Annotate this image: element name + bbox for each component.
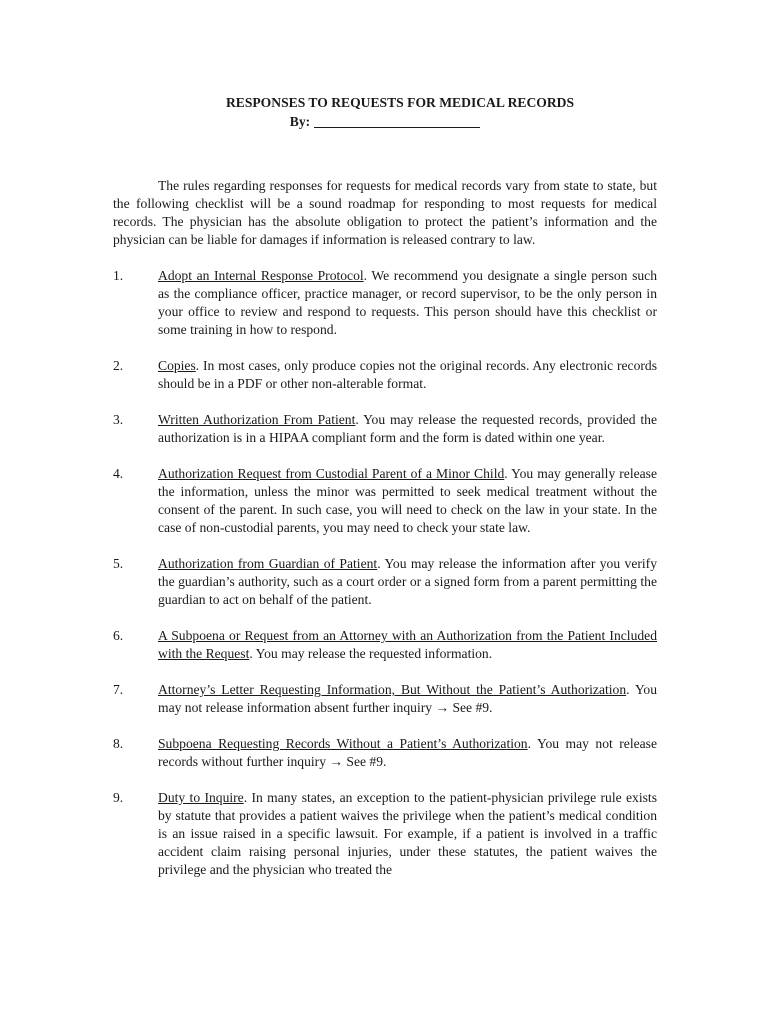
item-body <box>158 267 657 339</box>
item-number: 3. <box>113 412 124 427</box>
item-text: . You may generally release the information, unless the minor was permitted to seek medical treatment without the consent of the parent. In such case, you will need to check on the law in your state. In the case of non-custodial parents, you may need to check your state law. <box>158 466 657 535</box>
item-number: 6. <box>113 628 124 643</box>
item-heading: Adopt an Internal Response Protocol <box>158 268 364 283</box>
item-number: 2. <box>113 358 124 373</box>
item-text: . In many states, an exception to the patient-physician privilege rule exists by statute that provides a patient waives the privilege when the patient’s medical condition is an issue raised in a specific lawsuit. For example, if a patient is involved in a traffic accident claim raising personal injuries, under these statutes, the patient waives the privilege and the physician who treated the <box>158 790 657 877</box>
checklist-item <box>113 627 657 663</box>
item-body <box>158 357 657 393</box>
checklist-item <box>113 357 657 393</box>
item-body <box>158 411 657 447</box>
item-heading: A Subpoena or Request from an Attorney with an Authorization from the Patient Included with the Request <box>158 628 657 661</box>
item-number: 4. <box>113 466 124 481</box>
item-text: . You may not release records without further inquiry → See #9. <box>158 736 657 769</box>
item-number: 9. <box>113 790 124 805</box>
item-heading: Attorney’s Letter Requesting Information, But Without the Patient’s Authorization <box>158 682 627 697</box>
item-body <box>158 555 657 609</box>
document-title: RESPONSES TO REQUESTS FOR MEDICAL RECORDS <box>225 95 575 110</box>
signature-blank <box>314 113 480 128</box>
item-text: . You may release the information after you verify the guardian’s authority, such as a court order or a signed form from a parent permitting the guardian to act on behalf of the patient. <box>158 556 657 607</box>
item-number: 1. <box>113 268 124 283</box>
item-heading: Duty to Inquire <box>158 790 244 805</box>
checklist-item <box>113 555 657 609</box>
item-text: . You may release the requested information. <box>249 646 493 661</box>
item-heading: Written Authorization From Patient <box>158 412 356 427</box>
checklist-item <box>113 465 657 537</box>
checklist <box>113 267 657 879</box>
item-heading: Copies <box>158 358 196 373</box>
checklist-item <box>113 735 657 771</box>
byline <box>113 112 657 132</box>
intro-paragraph: The rules regarding responses for requests for medical records vary from state to state, but the following checklist will be a sound roadmap for responding to most requests for medical records. The physician has the absolute obligation to protect the patient’s information and the physician can be liable for damages if information is released contrary to law. <box>113 178 657 247</box>
item-body <box>158 465 657 537</box>
item-text: . In most cases, only produce copies not the original records. Any electronic records should be in a PDF or other non-alterable format. <box>158 358 657 391</box>
item-text: . You may release the requested records, provided the authorization is in a HIPAA compliant form and the form is dated within one year. <box>158 412 657 445</box>
checklist-item <box>113 411 657 447</box>
item-body <box>158 681 657 717</box>
item-body <box>158 789 657 879</box>
item-text: . We recommend you designate a single person such as the compliance officer, practice manager, or record supervisor, to be the only person in your office to review and respond to requests. This person should have this checklist or some training in how to respond. <box>158 268 657 337</box>
item-heading: Subpoena Requesting Records Without a Patient’s Authorization <box>158 736 528 751</box>
checklist-item <box>113 267 657 339</box>
item-number: 7. <box>113 682 124 697</box>
item-number: 5. <box>113 556 124 571</box>
checklist-item <box>113 789 657 879</box>
item-body <box>158 627 657 663</box>
item-text: . You may not release information absent further inquiry → See #9. <box>158 682 658 715</box>
item-heading: Authorization Request from Custodial Parent of a Minor Child <box>158 466 505 481</box>
item-body <box>158 735 657 771</box>
by-label: By: <box>289 114 311 129</box>
checklist-item <box>113 681 657 717</box>
item-heading: Authorization from Guardian of Patient <box>158 556 378 571</box>
item-number: 8. <box>113 736 124 751</box>
